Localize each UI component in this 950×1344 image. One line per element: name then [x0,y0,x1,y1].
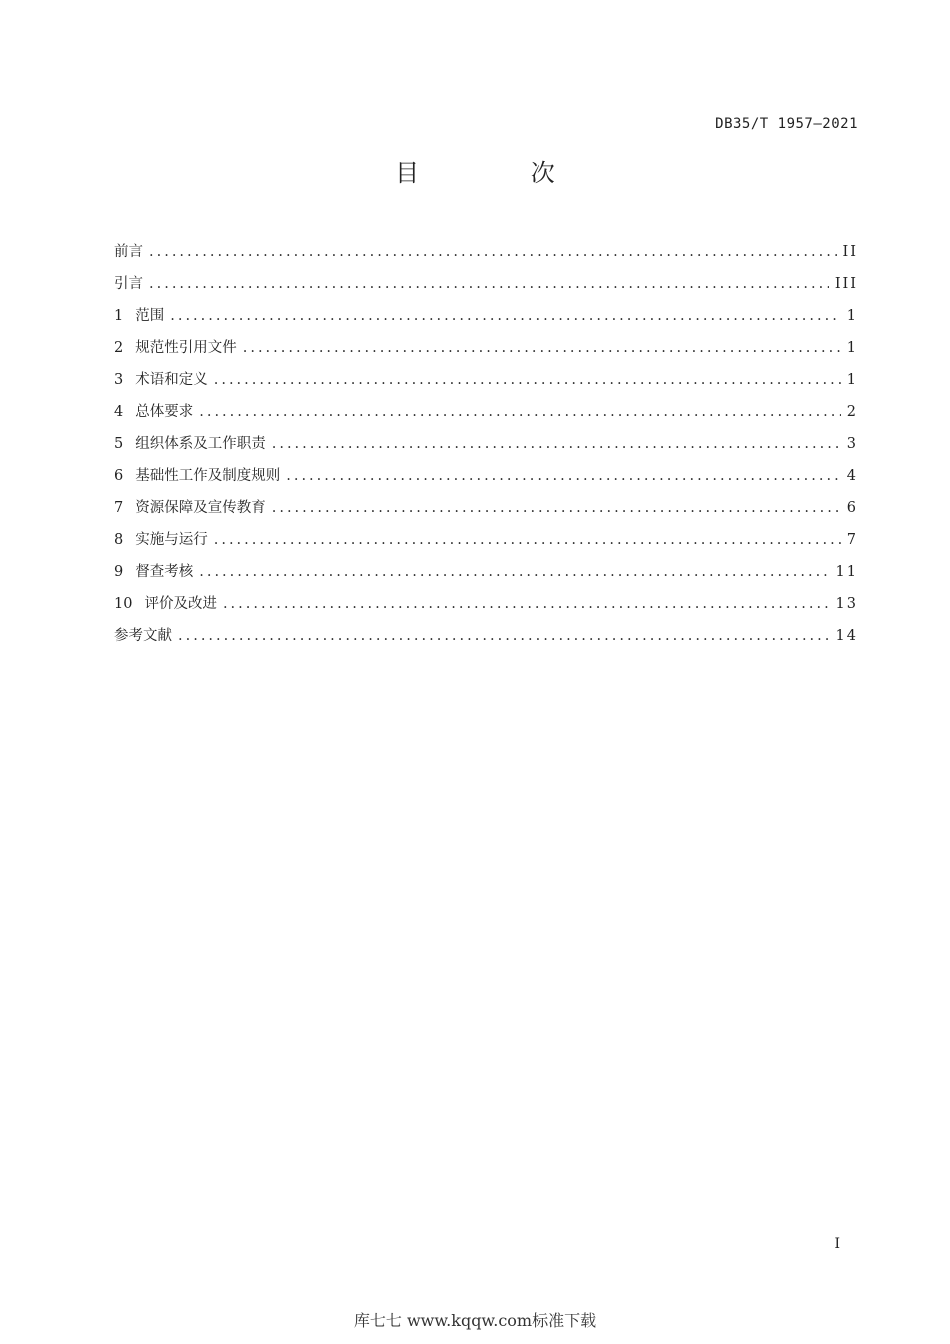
toc-entry[interactable] [114,240,858,272]
toc-entry[interactable] [114,272,858,304]
toc-entry-page: 2 [846,404,858,420]
toc-entry[interactable] [114,496,858,528]
toc-entry-page: III [834,276,858,292]
toc-entry-label: 参考文献 [114,628,172,644]
toc-leader-dots [178,628,830,644]
toc-entry[interactable] [114,304,858,336]
page-number: I [834,1236,840,1252]
toc-leader-dots [286,468,841,484]
toc-leader-dots [243,340,841,356]
toc-leader-dots [272,436,841,452]
toc-entry-label: 引言 [114,276,143,292]
toc-entry-number: 9 [114,564,124,580]
toc-entry-number: 1 [114,308,124,324]
document-code: DB35/T 1957—2021 [715,116,858,132]
toc-entry-page: 1 [846,308,858,324]
toc-entry[interactable] [114,592,858,624]
toc-entry[interactable] [114,528,858,560]
toc-entry[interactable] [114,432,858,464]
toc-leader-dots [214,532,841,548]
toc-entry-label: 实施与运行 [135,532,208,548]
toc-entry-label: 术语和定义 [135,372,208,388]
toc-entry[interactable] [114,560,858,592]
toc-entry-page: 6 [846,500,858,516]
toc-entry-page: 1 [846,372,858,388]
toc-entry-page: 13 [835,596,858,612]
toc-entry-page: 14 [835,628,858,644]
toc-leader-dots [199,404,841,420]
toc-entry[interactable] [114,464,858,496]
toc-leader-dots [199,564,829,580]
toc-entry-page: 7 [846,532,858,548]
toc-entry-label: 范围 [135,308,165,324]
toc-leader-dots [272,500,841,516]
toc-entry-number: 3 [114,372,124,388]
toc-entry-page: 3 [846,436,858,452]
toc-entry-number: 8 [114,532,124,548]
toc-leader-dots [223,596,830,612]
toc-entry-page: II [842,244,858,260]
toc-leader-dots [214,372,841,388]
table-of-contents [114,240,858,656]
toc-entry-page: 11 [835,564,858,580]
toc-entry-label: 资源保障及宣传教育 [135,500,266,516]
toc-entry-number: 4 [114,404,124,420]
toc-entry[interactable] [114,400,858,432]
toc-entry[interactable] [114,368,858,400]
toc-leader-dots [170,308,841,324]
toc-entry-number: 5 [114,436,124,452]
toc-entry-label: 前言 [114,244,143,260]
toc-entry-label: 组织体系及工作职责 [135,436,266,452]
toc-leader-dots [149,244,837,260]
toc-entry-label: 评价及改进 [144,596,217,612]
toc-entry-label: 基础性工作及制度规则 [135,468,281,484]
toc-entry[interactable] [114,624,858,656]
toc-entry-number: 7 [114,500,124,516]
toc-entry-page: 4 [846,468,858,484]
toc-entry-label: 总体要求 [135,404,194,420]
footer-watermark: 库七七 www.kqqw.com标准下载 [353,1311,597,1330]
toc-leader-dots [149,276,829,292]
toc-entry-number: 2 [114,340,124,356]
toc-title: 目 次 [395,159,607,187]
toc-entry-label: 督查考核 [135,564,194,580]
toc-entry-label: 规范性引用文件 [135,340,237,356]
toc-entry-number: 10 [114,596,133,612]
toc-entry-number: 6 [114,468,124,484]
toc-entry-page: 1 [846,340,858,356]
toc-entry[interactable] [114,336,858,368]
